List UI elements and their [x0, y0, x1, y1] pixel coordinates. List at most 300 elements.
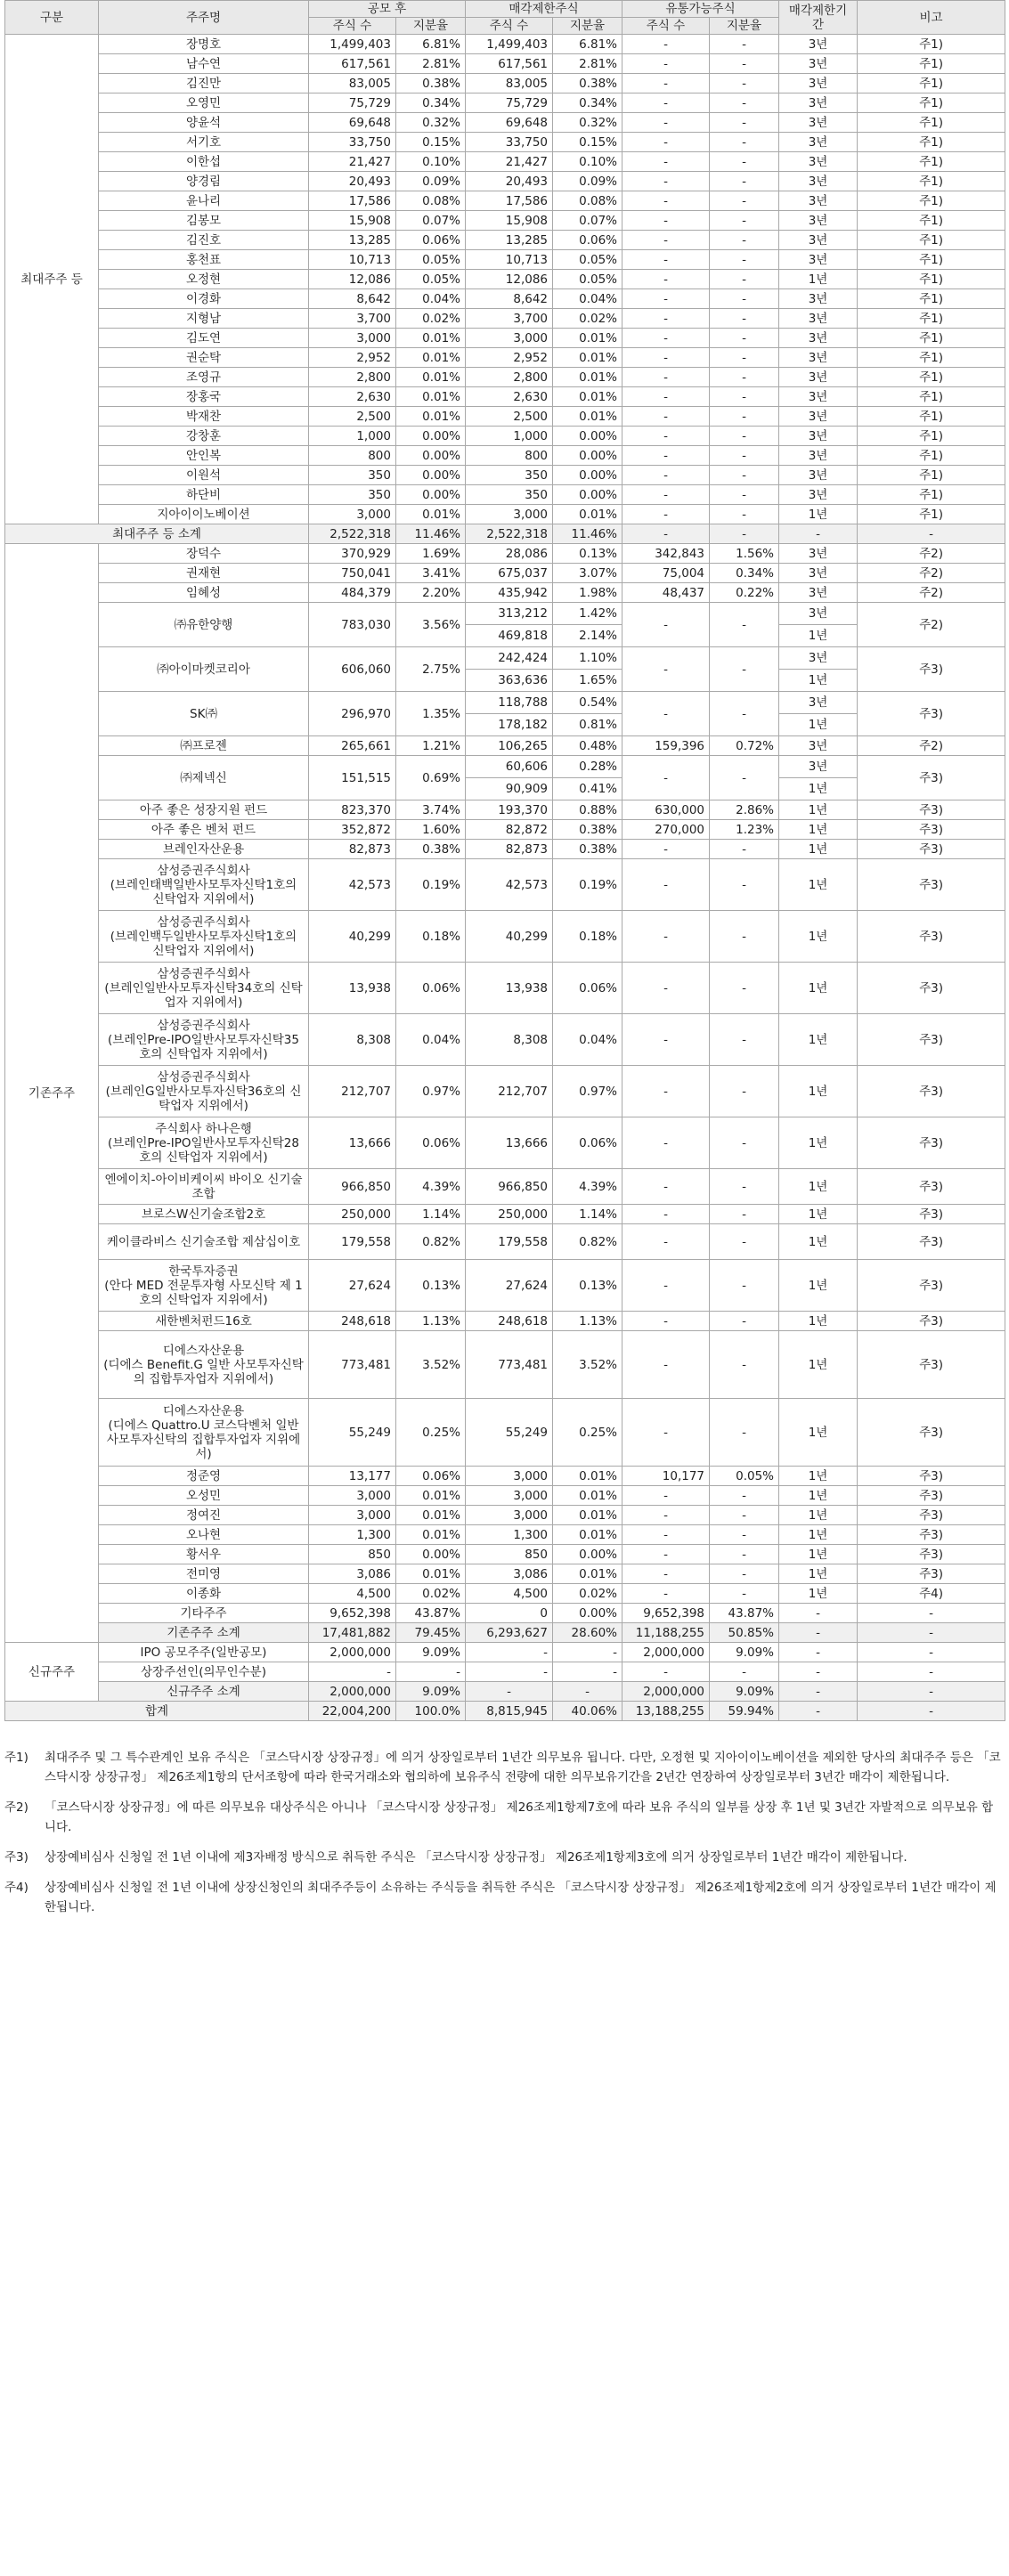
holder-name: 이원석 — [99, 466, 309, 485]
table-row — [5, 74, 1005, 93]
remark: 주1) — [858, 93, 1005, 113]
holder-name: 장홍국 — [99, 387, 309, 407]
post-ipo-ratio: 0.06% — [396, 963, 466, 1014]
restricted-shares: 42,573 — [466, 859, 553, 911]
remark: 주3) — [858, 647, 1005, 692]
post-ipo-shares: 484,379 — [309, 583, 396, 603]
tradable-shares: - — [622, 329, 710, 348]
tradable-ratio: - — [710, 446, 779, 466]
post-ipo-shares: 1,499,403 — [309, 35, 396, 54]
tradable-ratio: - — [710, 250, 779, 270]
tradable-shares: - — [622, 133, 710, 152]
table-row — [5, 692, 1005, 714]
restricted-ratio: 0.34% — [553, 93, 622, 113]
table-row — [5, 54, 1005, 74]
lockup-period: 3년 — [779, 756, 858, 778]
post-ipo-shares: 2,000,000 — [309, 1643, 396, 1662]
remark: - — [858, 1604, 1005, 1623]
restricted-shares: 4,500 — [466, 1584, 553, 1604]
restricted-ratio: 0.00% — [553, 1545, 622, 1564]
restricted-shares: 617,561 — [466, 54, 553, 74]
holder-name: 지아이이노베이션 — [99, 505, 309, 524]
post-ipo-ratio: 1.14% — [396, 1205, 466, 1224]
total-restricted-shares: 8,815,945 — [466, 1702, 553, 1721]
lockup-period: 1년 — [779, 1584, 858, 1604]
table-body — [5, 35, 1005, 1721]
header-ratio: 지분율 — [553, 18, 622, 35]
restricted-shares: 850 — [466, 1545, 553, 1564]
remark: 주3) — [858, 963, 1005, 1014]
restricted-ratio: 1.98% — [553, 583, 622, 603]
post-ipo-shares: 2,630 — [309, 387, 396, 407]
remark: 주3) — [858, 1066, 1005, 1117]
restricted-shares: 2,800 — [466, 368, 553, 387]
post-ipo-ratio: 0.01% — [396, 387, 466, 407]
post-ipo-ratio: 0.32% — [396, 113, 466, 133]
restricted-shares: 193,370 — [466, 800, 553, 820]
remark: 주1) — [858, 172, 1005, 191]
subtotal-restricted-ratio: - — [553, 1682, 622, 1702]
restricted-ratio: 0.28% — [553, 756, 622, 778]
holder-name: 한국투자증권 (안다 MED 전문투자형 사모신탁 제 1호의 신탁업자 지위에서) — [99, 1260, 309, 1312]
tradable-shares: - — [622, 113, 710, 133]
remark: 주1) — [858, 152, 1005, 172]
post-ipo-ratio: 2.81% — [396, 54, 466, 74]
lockup-period: - — [779, 1643, 858, 1662]
holder-name: ㈜유한양행 — [99, 603, 309, 647]
table-row — [5, 348, 1005, 368]
post-ipo-ratio: 0.01% — [396, 329, 466, 348]
restricted-shares: 3,000 — [466, 329, 553, 348]
remark: 주4) — [858, 1584, 1005, 1604]
tradable-shares: - — [622, 387, 710, 407]
tradable-ratio: - — [710, 756, 779, 800]
tradable-ratio: - — [710, 1205, 779, 1224]
post-ipo-ratio: 0.00% — [396, 485, 466, 505]
subtotal-shares: 17,481,882 — [309, 1623, 396, 1643]
restricted-shares: 8,642 — [466, 289, 553, 309]
remark: 주3) — [858, 1260, 1005, 1312]
lockup-period: 3년 — [779, 446, 858, 466]
table-row — [5, 1506, 1005, 1525]
post-ipo-ratio: - — [396, 1662, 466, 1682]
holder-name: 서기호 — [99, 133, 309, 152]
restricted-ratio: 1.65% — [553, 670, 622, 692]
table-row — [5, 35, 1005, 54]
tradable-shares: - — [622, 1224, 710, 1260]
remark: 주1) — [858, 74, 1005, 93]
restricted-ratio: 0.02% — [553, 309, 622, 329]
tradable-ratio: - — [710, 911, 779, 963]
restricted-shares: 242,424 — [466, 647, 553, 670]
post-ipo-ratio: 2.75% — [396, 647, 466, 692]
footnote-label: 주1) — [4, 1751, 28, 1765]
table-row — [5, 1014, 1005, 1066]
tradable-ratio: - — [710, 289, 779, 309]
holder-name: 홍천표 — [99, 250, 309, 270]
tradable-ratio: - — [710, 466, 779, 485]
footnote-text: 최대주주 및 그 특수관계인 보유 주식은 「코스닥시장 상장규정」에 의거 상장일로부터 1년간 의무보유 됩니다. 다만, 오정현 및 지아이이노베이션을 제외한 당사의 최대주주 등은 「코스닥시장 상장규정」 제26조제1항의 단서조항에 따라 한국거래소와 협의하에 보유주식 전량에 대한 의무보유기간을 2년간 연장하여 상장일로부터 3년간 매각이 제한됩니다. — [45, 1751, 1001, 1784]
table-row — [5, 309, 1005, 329]
remark: - — [858, 1643, 1005, 1662]
lockup-period: - — [779, 1662, 858, 1682]
table-row — [5, 427, 1005, 446]
tradable-shares: - — [622, 54, 710, 74]
restricted-ratio: 0.01% — [553, 387, 622, 407]
restricted-ratio: 0.00% — [553, 427, 622, 446]
holder-name: 삼성증권주식회사 (브레인백두일반사모투자신탁1호의 신탁업자 지위에서) — [99, 911, 309, 963]
post-ipo-shares: 966,850 — [309, 1169, 396, 1205]
table-row — [5, 270, 1005, 289]
restricted-ratio: 0.01% — [553, 1525, 622, 1545]
post-ipo-ratio: 3.56% — [396, 603, 466, 647]
subtotal-tradable-ratio: - — [710, 524, 779, 544]
lockup-period: 1년 — [779, 1224, 858, 1260]
lockup-period: 3년 — [779, 289, 858, 309]
post-ipo-ratio: 1.35% — [396, 692, 466, 736]
remark: 주3) — [858, 859, 1005, 911]
restricted-shares: 2,630 — [466, 387, 553, 407]
subtotal-restricted-ratio: 11.46% — [553, 524, 622, 544]
tradable-ratio: - — [710, 647, 779, 692]
restricted-ratio: 0.32% — [553, 113, 622, 133]
post-ipo-shares: 27,624 — [309, 1260, 396, 1312]
restricted-shares: 13,938 — [466, 963, 553, 1014]
tradable-ratio: - — [710, 1312, 779, 1331]
table-row — [5, 564, 1005, 583]
post-ipo-shares: 69,648 — [309, 113, 396, 133]
table-row — [5, 1467, 1005, 1486]
lockup-period: 1년 — [779, 800, 858, 820]
remark: 주1) — [858, 407, 1005, 427]
total-row — [5, 1702, 1005, 1721]
restricted-ratio: 0.01% — [553, 1486, 622, 1506]
post-ipo-shares: 250,000 — [309, 1205, 396, 1224]
tradable-ratio: 0.22% — [710, 583, 779, 603]
lockup-period: 3년 — [779, 172, 858, 191]
shareholder-lockup-document — [4, 0, 1005, 1917]
restricted-ratio: 0.19% — [553, 859, 622, 911]
remark: 주3) — [858, 1331, 1005, 1399]
table-row — [5, 1224, 1005, 1260]
restricted-shares: 800 — [466, 446, 553, 466]
post-ipo-shares: 296,970 — [309, 692, 396, 736]
post-ipo-ratio: 1.60% — [396, 820, 466, 840]
subtotal-restricted-shares: - — [466, 1682, 553, 1702]
remark: 주3) — [858, 1014, 1005, 1066]
restricted-ratio: 0.41% — [553, 778, 622, 800]
restricted-shares: 60,606 — [466, 756, 553, 778]
post-ipo-shares: 783,030 — [309, 603, 396, 647]
tradable-shares: - — [622, 1564, 710, 1584]
table-row — [5, 152, 1005, 172]
table-row — [5, 505, 1005, 524]
tradable-ratio: - — [710, 1014, 779, 1066]
restricted-shares: 69,648 — [466, 113, 553, 133]
post-ipo-ratio: 0.82% — [396, 1224, 466, 1260]
post-ipo-ratio: 43.87% — [396, 1604, 466, 1623]
remark: 주2) — [858, 583, 1005, 603]
table-row — [5, 1486, 1005, 1506]
remark: 주1) — [858, 113, 1005, 133]
restricted-ratio: 0.38% — [553, 840, 622, 859]
subtotal-period: - — [779, 524, 858, 544]
header-ratio: 지분율 — [710, 18, 779, 35]
tradable-ratio: - — [710, 1117, 779, 1169]
tradable-ratio: - — [710, 309, 779, 329]
subtotal-tradable-shares: 2,000,000 — [622, 1682, 710, 1702]
table-row — [5, 840, 1005, 859]
tradable-shares: - — [622, 1066, 710, 1117]
tradable-ratio: - — [710, 1486, 779, 1506]
post-ipo-shares: 83,005 — [309, 74, 396, 93]
post-ipo-shares: 3,700 — [309, 309, 396, 329]
post-ipo-shares: 350 — [309, 485, 396, 505]
post-ipo-shares: 800 — [309, 446, 396, 466]
holder-name: 케이클라비스 신기술조합 제삼십이호 — [99, 1224, 309, 1260]
tradable-ratio: - — [710, 1545, 779, 1564]
post-ipo-ratio: 6.81% — [396, 35, 466, 54]
tradable-shares: - — [622, 250, 710, 270]
post-ipo-ratio: 0.01% — [396, 407, 466, 427]
table-row — [5, 1399, 1005, 1467]
subtotal-label: 신규주주 소계 — [99, 1682, 309, 1702]
tradable-ratio: - — [710, 1525, 779, 1545]
holder-name: 주식회사 하나은행 (브레인Pre-IPO일반사모투자신탁28호의 신탁업자 지위에서) — [99, 1117, 309, 1169]
lockup-period: 1년 — [779, 1014, 858, 1066]
tradable-shares: - — [622, 35, 710, 54]
lockup-table — [4, 0, 1005, 1721]
restricted-ratio: 0.10% — [553, 152, 622, 172]
holder-name: 안인복 — [99, 446, 309, 466]
post-ipo-ratio: 0.13% — [396, 1260, 466, 1312]
tradable-ratio: - — [710, 74, 779, 93]
post-ipo-ratio: 0.01% — [396, 368, 466, 387]
tradable-ratio: - — [710, 1066, 779, 1117]
lockup-period: 1년 — [779, 1486, 858, 1506]
tradable-ratio: 0.05% — [710, 1467, 779, 1486]
holder-name: 이한섭 — [99, 152, 309, 172]
restricted-shares: 106,265 — [466, 736, 553, 756]
header-shares: 주식 수 — [309, 18, 396, 35]
restricted-shares: 90,909 — [466, 778, 553, 800]
tradable-shares: - — [622, 647, 710, 692]
subtotal-restricted-shares: 2,522,318 — [466, 524, 553, 544]
restricted-ratio: 1.10% — [553, 647, 622, 670]
tradable-shares: - — [622, 1584, 710, 1604]
lockup-period: - — [779, 1604, 858, 1623]
restricted-shares: 10,713 — [466, 250, 553, 270]
post-ipo-ratio: 0.05% — [396, 270, 466, 289]
restricted-ratio: 0.04% — [553, 1014, 622, 1066]
tradable-shares: 2,000,000 — [622, 1643, 710, 1662]
post-ipo-ratio: 0.00% — [396, 446, 466, 466]
remark: 주2) — [858, 544, 1005, 564]
restricted-shares: 250,000 — [466, 1205, 553, 1224]
table-row — [5, 1643, 1005, 1662]
post-ipo-ratio: 4.39% — [396, 1169, 466, 1205]
table-row — [5, 1604, 1005, 1623]
post-ipo-ratio: 0.06% — [396, 231, 466, 250]
remark: 주1) — [858, 309, 1005, 329]
subtotal-tradable-ratio: 50.85% — [710, 1623, 779, 1643]
table-row — [5, 603, 1005, 625]
restricted-shares: 363,636 — [466, 670, 553, 692]
post-ipo-ratio: 0.01% — [396, 505, 466, 524]
lockup-period: 1년 — [779, 505, 858, 524]
post-ipo-ratio: 0.69% — [396, 756, 466, 800]
tradable-shares: - — [622, 191, 710, 211]
restricted-ratio: 0.08% — [553, 191, 622, 211]
holder-name: ㈜프로젠 — [99, 736, 309, 756]
lockup-period: 1년 — [779, 1260, 858, 1312]
tradable-shares: - — [622, 603, 710, 647]
post-ipo-shares: 3,000 — [309, 329, 396, 348]
header-shares: 주식 수 — [622, 18, 710, 35]
header-name: 주주명 — [99, 1, 309, 35]
holder-name: 브레인자산운용 — [99, 840, 309, 859]
restricted-ratio: 0.00% — [553, 466, 622, 485]
post-ipo-ratio: 0.05% — [396, 250, 466, 270]
restricted-shares: 469,818 — [466, 625, 553, 647]
lockup-period: 3년 — [779, 692, 858, 714]
lockup-period: 3년 — [779, 152, 858, 172]
restricted-shares: 27,624 — [466, 1260, 553, 1312]
tradable-ratio: - — [710, 1506, 779, 1525]
post-ipo-shares: 15,908 — [309, 211, 396, 231]
tradable-ratio: - — [710, 603, 779, 647]
restricted-shares: 1,499,403 — [466, 35, 553, 54]
post-ipo-shares: 40,299 — [309, 911, 396, 963]
tradable-ratio: - — [710, 505, 779, 524]
post-ipo-shares: 850 — [309, 1545, 396, 1564]
lockup-period: 3년 — [779, 466, 858, 485]
post-ipo-shares: 212,707 — [309, 1066, 396, 1117]
holder-name: 양윤석 — [99, 113, 309, 133]
restricted-ratio: 2.14% — [553, 625, 622, 647]
lockup-period: 1년 — [779, 270, 858, 289]
tradable-ratio: - — [710, 1331, 779, 1399]
tradable-ratio: - — [710, 1399, 779, 1467]
tradable-shares: 270,000 — [622, 820, 710, 840]
total-tradable-ratio: 59.94% — [710, 1702, 779, 1721]
post-ipo-shares: 823,370 — [309, 800, 396, 820]
restricted-shares: 2,500 — [466, 407, 553, 427]
restricted-shares: 212,707 — [466, 1066, 553, 1117]
tradable-ratio: - — [710, 35, 779, 54]
restricted-ratio: - — [553, 1643, 622, 1662]
tradable-ratio: - — [710, 152, 779, 172]
post-ipo-ratio: 0.38% — [396, 840, 466, 859]
post-ipo-ratio: 0.02% — [396, 1584, 466, 1604]
tradable-ratio: 2.86% — [710, 800, 779, 820]
footnote-3 — [4, 1848, 1005, 1867]
restricted-ratio: 0.05% — [553, 270, 622, 289]
subtotal-remark: - — [858, 1623, 1005, 1643]
subtotal-shares: 2,522,318 — [309, 524, 396, 544]
post-ipo-ratio: 1.21% — [396, 736, 466, 756]
tradable-shares: - — [622, 231, 710, 250]
restricted-ratio: 3.07% — [553, 564, 622, 583]
footnote-label: 주4) — [4, 1881, 28, 1895]
table-row — [5, 485, 1005, 505]
tradable-shares: - — [622, 466, 710, 485]
holder-name: 박재찬 — [99, 407, 309, 427]
tradable-shares: - — [622, 1205, 710, 1224]
total-shares: 22,004,200 — [309, 1702, 396, 1721]
remark: 주1) — [858, 466, 1005, 485]
remark: 주1) — [858, 446, 1005, 466]
subtotal-tradable-shares: - — [622, 524, 710, 544]
post-ipo-ratio: 0.38% — [396, 74, 466, 93]
remark: 주3) — [858, 1205, 1005, 1224]
table-row — [5, 859, 1005, 911]
restricted-shares: 55,249 — [466, 1399, 553, 1467]
post-ipo-ratio: 0.01% — [396, 1486, 466, 1506]
post-ipo-ratio: 3.74% — [396, 800, 466, 820]
tradable-ratio: - — [710, 485, 779, 505]
restricted-shares: 82,873 — [466, 840, 553, 859]
post-ipo-shares: 13,938 — [309, 963, 396, 1014]
post-ipo-shares: 33,750 — [309, 133, 396, 152]
post-ipo-shares: 1,000 — [309, 427, 396, 446]
table-row — [5, 387, 1005, 407]
table-row — [5, 113, 1005, 133]
tradable-shares: 10,177 — [622, 1467, 710, 1486]
post-ipo-shares: 606,060 — [309, 647, 396, 692]
remark: 주3) — [858, 692, 1005, 736]
restricted-ratio: 4.39% — [553, 1169, 622, 1205]
tradable-shares: - — [622, 211, 710, 231]
total-restricted-ratio: 40.06% — [553, 1702, 622, 1721]
tradable-ratio: - — [710, 231, 779, 250]
restricted-shares: 40,299 — [466, 911, 553, 963]
post-ipo-ratio: 0.07% — [396, 211, 466, 231]
lockup-period: 3년 — [779, 35, 858, 54]
tradable-ratio: - — [710, 387, 779, 407]
remark: 주3) — [858, 800, 1005, 820]
post-ipo-shares: 55,249 — [309, 1399, 396, 1467]
remark: 주3) — [858, 1525, 1005, 1545]
restricted-ratio: 0.00% — [553, 1604, 622, 1623]
tradable-ratio: - — [710, 1584, 779, 1604]
tradable-ratio: - — [710, 54, 779, 74]
restricted-shares: 3,000 — [466, 1486, 553, 1506]
restricted-shares: 33,750 — [466, 133, 553, 152]
tradable-shares: - — [622, 172, 710, 191]
restricted-ratio: 1.42% — [553, 603, 622, 625]
remark: 주3) — [858, 1467, 1005, 1486]
lockup-period: 1년 — [779, 714, 858, 736]
tradable-shares: - — [622, 1545, 710, 1564]
restricted-shares: - — [466, 1662, 553, 1682]
holder-name: 삼성증권주식회사 (브레인Pre-IPO일반사모투자신탁35호의 신탁업자 지위에서) — [99, 1014, 309, 1066]
restricted-shares: 0 — [466, 1604, 553, 1623]
tradable-ratio: - — [710, 348, 779, 368]
holder-name: 삼성증권주식회사 (브레인태백일반사모투자신탁1호의 신탁업자 지위에서) — [99, 859, 309, 911]
restricted-ratio: 0.13% — [553, 544, 622, 564]
remark: 주1) — [858, 427, 1005, 446]
restricted-shares: 20,493 — [466, 172, 553, 191]
lockup-period: 3년 — [779, 647, 858, 670]
tradable-shares: - — [622, 1486, 710, 1506]
table-row — [5, 1545, 1005, 1564]
remark: 주3) — [858, 1312, 1005, 1331]
restricted-shares: 3,000 — [466, 1467, 553, 1486]
post-ipo-ratio: 0.06% — [396, 1117, 466, 1169]
tradable-shares: - — [622, 270, 710, 289]
tradable-shares: - — [622, 407, 710, 427]
